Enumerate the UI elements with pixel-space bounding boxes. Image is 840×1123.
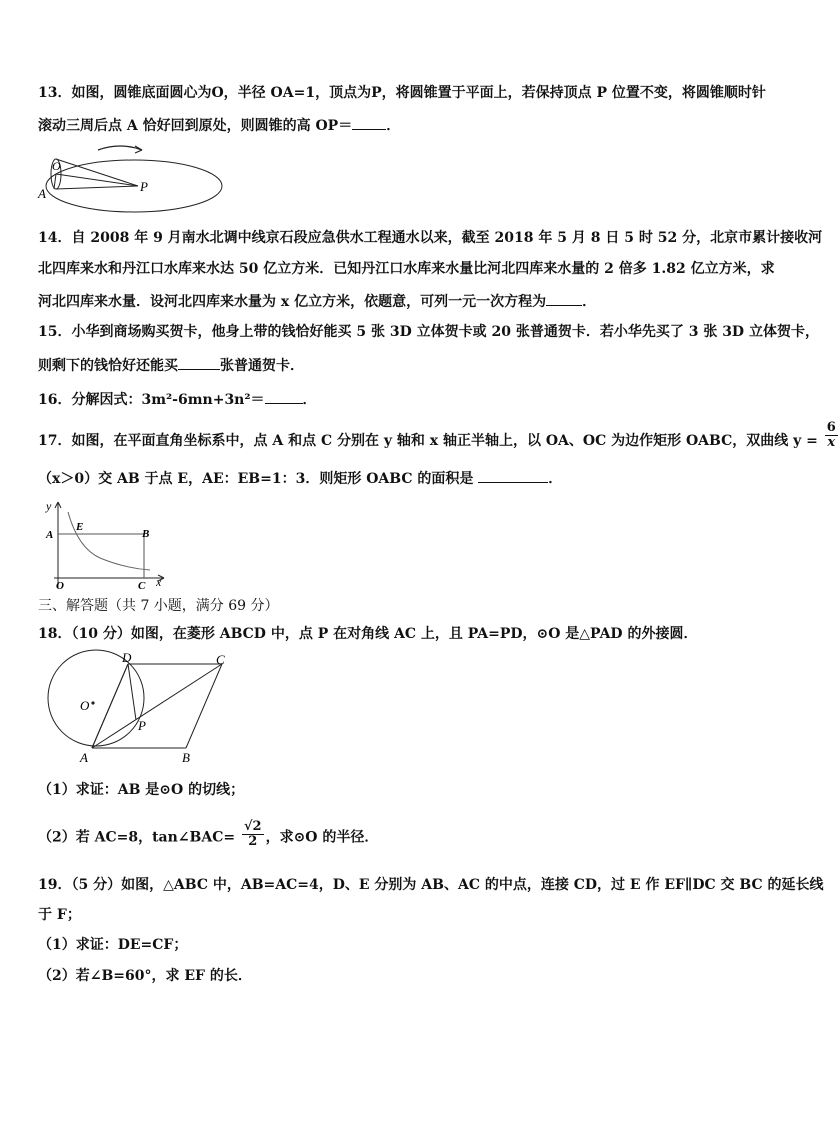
q18-sub2-text: （2）若 AC=8，tan∠BAC= xyxy=(38,829,236,846)
q15-line2-end: 张普通贺卡． xyxy=(220,358,304,374)
q17-coordinate-figure xyxy=(38,496,178,592)
q18-label-A: A xyxy=(80,750,88,765)
q18-label-P: P xyxy=(138,718,146,733)
q18-sub2-end: ，求⊙O 的半径． xyxy=(265,829,379,846)
q17-line2-end: ． xyxy=(548,471,563,487)
q18-label-D: D xyxy=(122,650,132,665)
q13-line1: 13．如图，圆锥底面圆心为O，半径 OA=1，顶点为P，将圆锥置于平面上，若保持顶点 P 位置不变，将圆锥顺时针 xyxy=(38,85,766,101)
q16-answer-blank xyxy=(265,389,303,404)
q15-answer-blank xyxy=(178,355,220,370)
q19-sub2: （2）若∠B=60°，求 EF 的长． xyxy=(38,968,252,984)
q13-line2-text: 滚动三周后点 A 恰好回到原处，则圆锥的高 OP＝ xyxy=(38,118,353,134)
q17-label-x: x xyxy=(156,575,162,589)
q14-answer-blank xyxy=(546,291,582,306)
q17-label-y: y xyxy=(46,499,52,513)
q13-label-A: A xyxy=(38,186,46,201)
q17-answer-blank xyxy=(478,468,548,483)
q17-frac-den: x xyxy=(827,434,836,450)
q15-line1: 15．小华到商场购买贺卡，他身上带的钱恰好能买 5 张 3D 立体贺卡或 20 张普通贺卡．若小华先买了 3 张 3D 立体贺卡， xyxy=(38,324,819,340)
q14-line3-text: 河北四库来水量．设河北四库来水量为 x 亿立方米，依题意，可列一元一次方程为 xyxy=(38,294,547,310)
q17-label-O: O xyxy=(56,580,64,592)
q19-line1: 19．（5 分）如图，△ABC 中，AB=AC=4，D、E 分别为 AB、AC 的中点，连接 CD，过 E 作 EF∥DC 交 BC 的延长线 xyxy=(38,877,824,893)
q18-label-B: B xyxy=(182,750,190,765)
q14-line3-end: ． xyxy=(582,294,597,310)
q18-rhombus-figure xyxy=(36,650,246,768)
q17-label-B: B xyxy=(142,528,150,540)
q18-sub2 xyxy=(38,819,379,849)
q13-label-O: O xyxy=(52,159,61,173)
q16-text: 16．分解因式：3m²-6mn+3n²＝ xyxy=(38,392,265,408)
q18-label-O: O xyxy=(80,698,90,713)
q13-answer-blank xyxy=(352,115,386,130)
q17-fraction xyxy=(825,421,838,450)
q18-frac-den: 2 xyxy=(248,834,258,849)
q15-line2-text: 则剩下的钱恰好还能买 xyxy=(38,358,178,374)
q15-line2 xyxy=(38,355,304,375)
q17-line1-text: 17．如图，在平面直角坐标系中，点 A 和点 C 分别在 y 轴和 x 轴正半轴上，以 OA、OC 为边作矩形 OABC，双曲线 y = xyxy=(38,433,818,449)
q13-line2 xyxy=(38,115,400,135)
q17-frac-num: 6 xyxy=(826,419,836,435)
q19-sub1: （1）求证：DE=CF； xyxy=(38,937,188,953)
q17-line2-text: （x＞0）交 AB 于点 E，AE：EB=1：3．则矩形 OABC 的面积是 xyxy=(38,471,474,487)
q17-label-A: A xyxy=(46,529,54,541)
q14-line3 xyxy=(38,291,596,311)
q16-end: ． xyxy=(302,392,317,408)
section-3-heading: 三、解答题（共 7 小题，满分 69 分） xyxy=(38,598,279,614)
q17-label-E: E xyxy=(76,521,84,533)
q14-line1: 14．自 2008 年 9 月南水北调中线京石段应急供水工程通水以来，截至 2018 年 5 月 8 日 5 时 52 分，北京市累计接收河 xyxy=(38,230,823,246)
q18-sub1: （1）求证：AB 是⊙O 的切线； xyxy=(38,782,245,798)
q18-line1: 18．（10 分）如图，在菱形 ABCD 中，点 P 在对角线 AC 上，且 PA=PD，⊙O 是△PAD 的外接圆． xyxy=(38,626,698,642)
q13-label-P: P xyxy=(140,179,148,194)
q17-line1 xyxy=(38,419,840,450)
q17-label-C: C xyxy=(138,580,146,592)
q14-line2: 北四库来水和丹江口水库来水达 50 亿立方米．已知丹江口水库来水量比河北四库来水量的 2 倍多 1.82 亿立方米，求 xyxy=(38,261,775,277)
q18-label-C: C xyxy=(216,652,225,667)
q16-line xyxy=(38,389,317,409)
q13-line2-end: ． xyxy=(386,118,401,134)
q17-line2 xyxy=(38,468,562,488)
q19-line2: 于 F； xyxy=(38,907,81,923)
q13-cone-figure xyxy=(32,140,232,220)
q18-fraction xyxy=(242,820,264,849)
q18-frac-num: √2 xyxy=(243,819,262,834)
